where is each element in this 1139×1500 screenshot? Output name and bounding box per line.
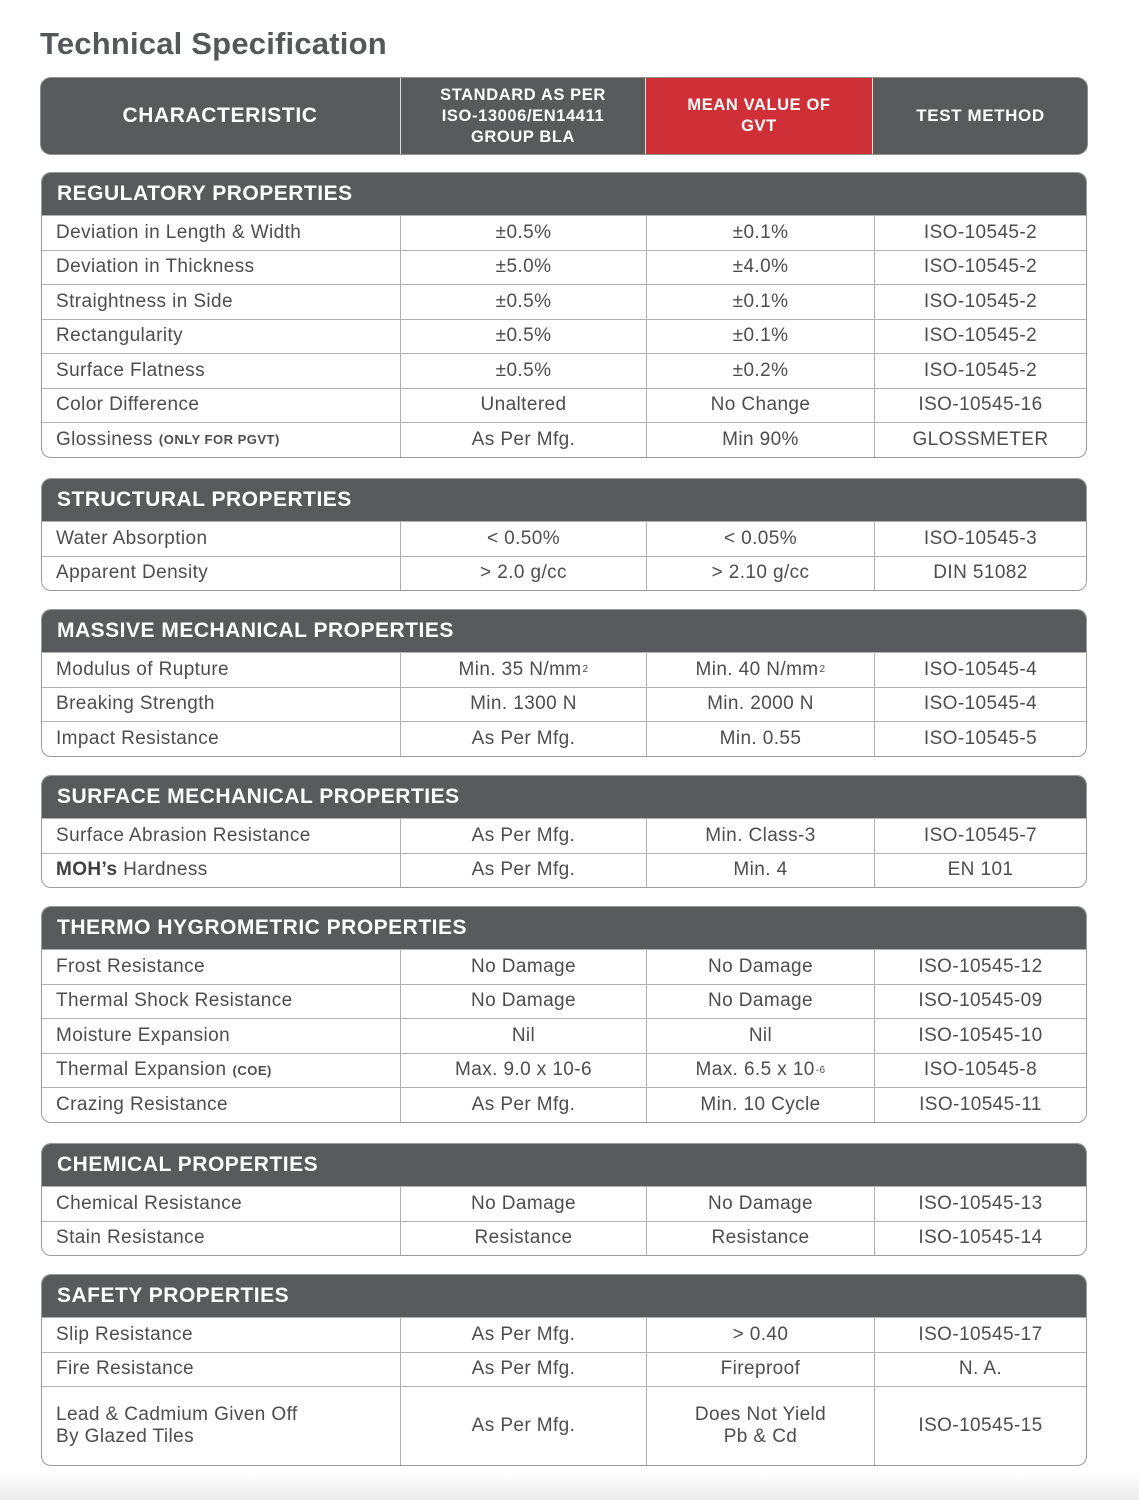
cell-standard: As Per Mfg.	[400, 1353, 646, 1387]
cell-test-method: ISO-10545-11	[874, 1088, 1086, 1122]
cell-characteristic: Apparent Density	[56, 562, 209, 584]
cell-characteristic: Impact Resistance	[56, 727, 220, 749]
cell-test-method: ISO-10545-3	[874, 522, 1086, 556]
cell-test-method: ISO-10545-2	[874, 285, 1086, 319]
cell-test-method: ISO-10545-8	[874, 1054, 1086, 1088]
table-row	[42, 422, 1086, 457]
cell-test-method: ISO-10545-10	[874, 1019, 1086, 1053]
cell-mean: Min. 2000 N	[646, 688, 874, 722]
cell-standard: As Per Mfg.	[400, 722, 646, 756]
header-standard	[400, 78, 645, 154]
mean-line2: Pb & Cd	[723, 1426, 798, 1447]
cell-standard: As Per Mfg.	[400, 1387, 646, 1465]
page-title: Technical Specification	[40, 26, 387, 61]
cell-test-method: ISO-10545-2	[874, 320, 1086, 354]
cell-standard: Nil	[400, 1019, 646, 1053]
cell-mean: ±0.2%	[646, 354, 874, 388]
cell-test-method: ISO-10545-2	[874, 216, 1086, 250]
mean-value: Min. 40 N/mm	[695, 658, 819, 680]
cell-characteristic	[42, 423, 400, 457]
cell-standard: Max. 9.0 x 10-6	[400, 1054, 646, 1088]
cell-test-method: ISO-10545-14	[874, 1222, 1086, 1256]
cell-mean: Nil	[646, 1019, 874, 1053]
cell-mean: < 0.05%	[646, 522, 874, 556]
header-mean-value	[645, 78, 872, 154]
cell-standard: As Per Mfg.	[400, 819, 646, 853]
header-characteristic: CHARACTERISTIC	[122, 104, 318, 127]
cell-characteristic: Straightness in Side	[56, 290, 233, 312]
table-row	[42, 1386, 1086, 1465]
cell-standard: No Damage	[400, 985, 646, 1019]
cell-standard: ±0.5%	[400, 320, 646, 354]
cell-characteristic: Deviation in Length & Width	[56, 221, 302, 243]
section-title: CHEMICAL PROPERTIES	[42, 1144, 1086, 1186]
superscript: 2	[582, 664, 589, 676]
cell-mean: No Change	[646, 389, 874, 423]
table-row	[42, 388, 1086, 423]
section-surface-mechanical	[41, 775, 1087, 888]
cell-standard: < 0.50%	[400, 522, 646, 556]
cell-test-method: ISO-10545-09	[874, 985, 1086, 1019]
table-row	[42, 1053, 1086, 1088]
table-row	[42, 556, 1086, 591]
cell-characteristic: Breaking Strength	[56, 693, 215, 715]
characteristic-label: Thermal Expansion	[56, 1059, 227, 1081]
table-row	[42, 1317, 1086, 1352]
header-mean-line1: MEAN VALUE OF	[687, 96, 831, 114]
table-row	[42, 687, 1086, 722]
cell-standard: Unaltered	[400, 389, 646, 423]
table-header	[41, 78, 1087, 154]
cell-standard	[400, 653, 646, 687]
cell-characteristic: Frost Resistance	[56, 955, 205, 977]
cell-mean	[646, 1054, 874, 1088]
header-mean-line2: GVT	[741, 117, 777, 135]
cell-mean: Min 90%	[646, 423, 874, 457]
characteristic-label: Glossiness	[56, 428, 153, 450]
section-title: SAFETY PROPERTIES	[42, 1275, 1086, 1317]
characteristic-line2: By Glazed Tiles	[56, 1426, 194, 1447]
cell-standard: Min. 1300 N	[400, 688, 646, 722]
cell-mean: > 2.10 g/cc	[646, 557, 874, 591]
table-row	[42, 319, 1086, 354]
table-row	[42, 1352, 1086, 1387]
cell-mean: No Damage	[646, 1187, 874, 1221]
cell-test-method: ISO-10545-4	[874, 688, 1086, 722]
section-title: STRUCTURAL PROPERTIES	[42, 479, 1086, 521]
bottom-shade	[0, 1472, 1139, 1500]
exponent: -6	[815, 1064, 826, 1076]
table-row	[42, 818, 1086, 853]
table-row	[42, 521, 1086, 556]
cell-mean: Min. 10 Cycle	[646, 1088, 874, 1122]
cell-characteristic: Stain Resistance	[56, 1227, 205, 1249]
cell-characteristic: Color Difference	[56, 394, 200, 416]
table-row	[42, 949, 1086, 984]
cell-characteristic: Fire Resistance	[56, 1358, 194, 1380]
cell-standard: Resistance	[400, 1222, 646, 1256]
section-title: MASSIVE MECHANICAL PROPERTIES	[42, 610, 1086, 652]
header-test-method: TEST METHOD	[872, 78, 1087, 154]
cell-mean: Min. Class-3	[646, 819, 874, 853]
table-row	[42, 984, 1086, 1019]
cell-characteristic: Chemical Resistance	[56, 1192, 243, 1214]
table-row	[42, 215, 1086, 250]
cell-test-method: ISO-10545-2	[874, 354, 1086, 388]
cell-characteristic: Moisture Expansion	[56, 1024, 231, 1046]
cell-test-method: GLOSSMETER	[874, 423, 1086, 457]
table-row	[42, 284, 1086, 319]
cell-test-method: ISO-10545-5	[874, 722, 1086, 756]
cell-standard: ±0.5%	[400, 354, 646, 388]
table-row	[42, 1087, 1086, 1122]
cell-characteristic: Water Absorption	[56, 527, 208, 549]
cell-standard: As Per Mfg.	[400, 1318, 646, 1352]
cell-standard: No Damage	[400, 1187, 646, 1221]
cell-standard: ±0.5%	[400, 285, 646, 319]
table-row	[42, 353, 1086, 388]
cell-characteristic: Rectangularity	[56, 325, 184, 347]
cell-mean	[646, 653, 874, 687]
cell-test-method: ISO-10545-7	[874, 819, 1086, 853]
section-structural	[41, 478, 1087, 591]
cell-mean: ±4.0%	[646, 251, 874, 285]
cell-test-method: ISO-10545-13	[874, 1187, 1086, 1221]
cell-test-method: EN 101	[874, 854, 1086, 888]
header-standard-line3: GROUP BLA	[470, 127, 576, 146]
cell-test-method: ISO-10545-4	[874, 653, 1086, 687]
cell-test-method: ISO-10545-2	[874, 251, 1086, 285]
table-row	[42, 250, 1086, 285]
cell-characteristic: Slip Resistance	[56, 1323, 193, 1345]
mean-value: Max. 6.5 x 10	[695, 1059, 815, 1081]
table-row	[42, 853, 1086, 888]
section-thermo-hygrometric	[41, 906, 1087, 1123]
cell-test-method: ISO-10545-17	[874, 1318, 1086, 1352]
cell-characteristic	[42, 854, 400, 888]
cell-mean: ±0.1%	[646, 285, 874, 319]
section-chemical	[41, 1143, 1087, 1256]
cell-characteristic	[42, 1387, 400, 1465]
cell-standard: ±0.5%	[400, 216, 646, 250]
cell-mean: Fireproof	[646, 1353, 874, 1387]
mean-line1: Does Not Yield	[694, 1404, 827, 1425]
section-regulatory	[41, 172, 1087, 458]
cell-test-method: DIN 51082	[874, 557, 1086, 591]
section-title: THERMO HYGROMETRIC PROPERTIES	[42, 907, 1086, 949]
table-row	[42, 1018, 1086, 1053]
cell-mean: Min. 0.55	[646, 722, 874, 756]
cell-characteristic: Thermal Shock Resistance	[56, 990, 293, 1012]
cell-standard: As Per Mfg.	[400, 1088, 646, 1122]
cell-test-method: ISO-10545-12	[874, 950, 1086, 984]
cell-standard: No Damage	[400, 950, 646, 984]
table-row	[42, 652, 1086, 687]
header-standard-line1: STANDARD AS PER	[440, 85, 606, 104]
table-row	[42, 721, 1086, 756]
cell-standard: > 2.0 g/cc	[400, 557, 646, 591]
section-safety	[41, 1274, 1087, 1466]
cell-characteristic: Surface Flatness	[56, 359, 205, 381]
section-title: SURFACE MECHANICAL PROPERTIES	[42, 776, 1086, 818]
cell-mean: Min. 4	[646, 854, 874, 888]
section-massive-mechanical	[41, 609, 1087, 757]
glossiness-note: (ONLY FOR PGVT)	[158, 432, 280, 448]
cell-standard: As Per Mfg.	[400, 854, 646, 888]
cell-characteristic: Modulus of Rupture	[56, 658, 230, 680]
table-row	[42, 1221, 1086, 1256]
cell-mean: Resistance	[646, 1222, 874, 1256]
superscript: 2	[819, 664, 826, 676]
cell-mean: No Damage	[646, 950, 874, 984]
cell-mean: No Damage	[646, 985, 874, 1019]
header-standard-line2: ISO-13006/EN14411	[441, 106, 605, 125]
characteristic-line1: Lead & Cadmium Given Off	[56, 1404, 298, 1425]
section-title: REGULATORY PROPERTIES	[42, 173, 1086, 215]
cell-test-method: N. A.	[874, 1353, 1086, 1387]
cell-mean: > 0.40	[646, 1318, 874, 1352]
cell-characteristic: Deviation in Thickness	[56, 256, 255, 278]
cell-test-method: ISO-10545-15	[874, 1387, 1086, 1465]
coe-note: (COE)	[232, 1062, 272, 1078]
cell-mean: ±0.1%	[646, 216, 874, 250]
cell-mean: ±0.1%	[646, 320, 874, 354]
cell-characteristic: Crazing Resistance	[56, 1093, 228, 1115]
cell-standard: ±5.0%	[400, 251, 646, 285]
moh-prefix: MOH’s	[56, 859, 118, 881]
table-row	[42, 1186, 1086, 1221]
cell-characteristic	[42, 1054, 400, 1088]
cell-mean	[646, 1387, 874, 1465]
standard-value: Min. 35 N/mm	[458, 658, 582, 680]
cell-characteristic: Surface Abrasion Resistance	[56, 824, 311, 846]
characteristic-label: Hardness	[123, 859, 208, 881]
cell-test-method: ISO-10545-16	[874, 389, 1086, 423]
cell-standard: As Per Mfg.	[400, 423, 646, 457]
